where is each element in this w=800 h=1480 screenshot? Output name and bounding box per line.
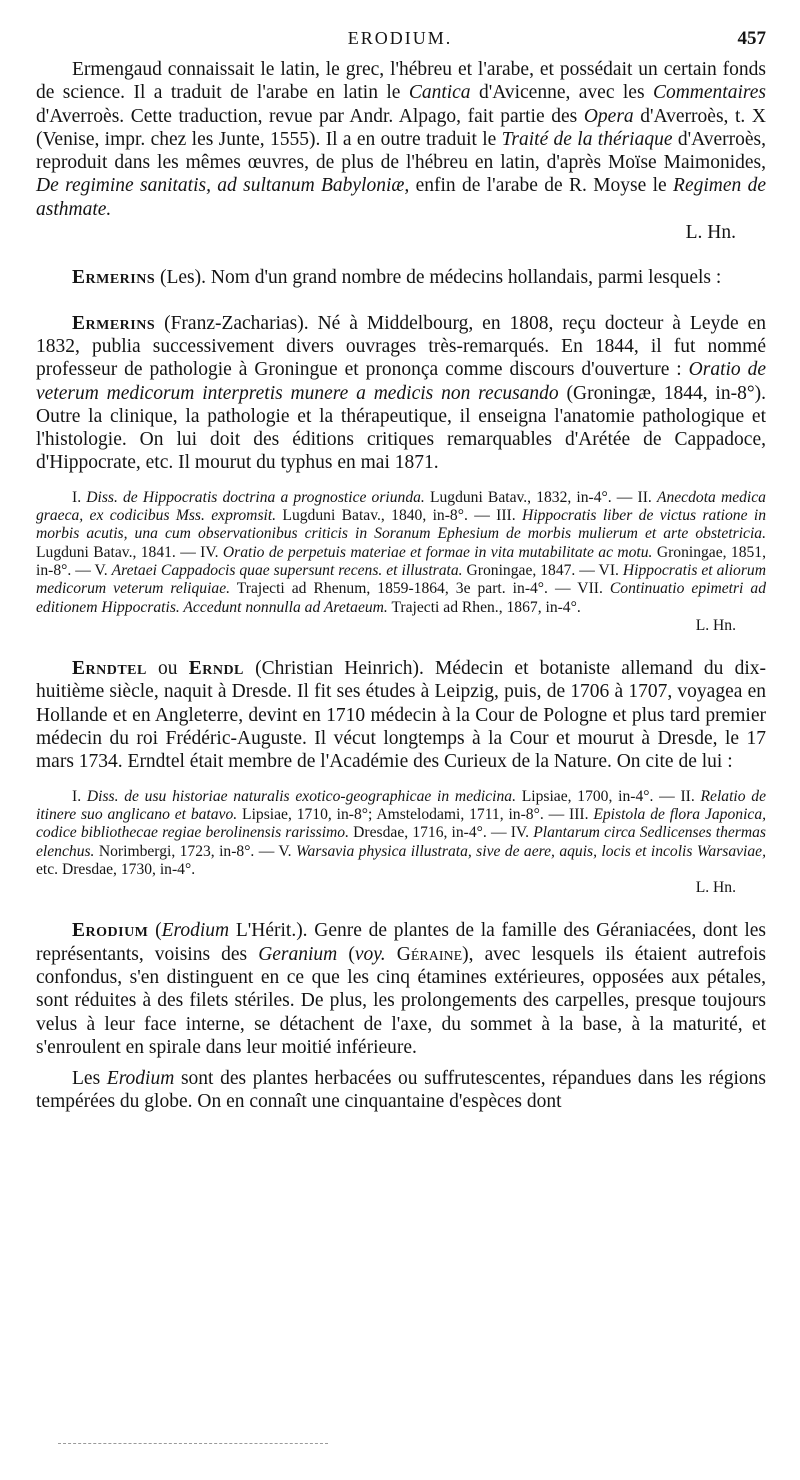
work-title: Opera [583,105,634,127]
work-title: Hippocratis et aliorum medicorum veterum reliquiae. [36,561,766,598]
page-header [0,28,800,54]
text-run: Groningae, 1851, in-8°. — V. [36,543,766,579]
work-title: Anecdota medica graeca, ex codicibus Mss. expromsit. [36,488,766,525]
text-run: sont des plantes herbacées ou suffrutescentes, répandues dans les régions tempérées du globe. On en connaît une cinquantaine d'espèces dont [36,1068,766,1113]
work-title: Aretaei Cappadocis quae supersunt recens. et illustrata. [111,561,463,579]
text-run: Dresdae, 1716, in-4°. — IV. [349,824,534,842]
work-title: Commentaires [652,82,766,104]
text-run: d'Averroès. Cette traduction, revue par Andr. Alpago, fait partie des [36,105,584,127]
work-title: De regimine sanitatis, ad sultanum Babyloniæ, [36,175,410,197]
entry-headword: Ermerins [72,312,156,334]
text-run: Trajecti ad Rhen., 1867, in-4°. [387,598,581,616]
entry-headword: Erodium [72,920,149,942]
author-signature: L. Hn. [685,222,736,244]
work-title: Plantarum circa Sedlicenses thermas elenchus. [36,824,767,860]
entry-ermerins-les [36,266,766,289]
work-title: Diss. de usu historiae naturalis exotico-geographicae in medicina. [86,787,516,805]
text-run: Groningae, 1847. — VI. [462,561,623,579]
text-run: Lipsiae, 1700, in-4°. — II. [516,787,701,805]
text-run: Les [72,1068,107,1090]
text-run: Lugduni Batav., 1841. — IV. [36,543,223,561]
entry-headword: Erndl [188,658,244,680]
text-run: (Les). Nom d'un grand nombre de médecins hollandais, parmi lesquels : [155,267,722,289]
work-title: Continuatio epimetri ad editionem Hippocratis. Accedunt nonnulla ad Aretaeum. [36,580,767,616]
text-run: d'Averroès, t. X (Venise, impr. chez les Junte, 1555). Il a en outre traduit le [36,105,766,150]
cross-reference: voy. [354,943,386,965]
text-run: Lipsiae, 1710, in-8°; Amstelodami, 1711, in-8°. — III. [237,805,594,823]
text-run: Lugduni Batav., 1840, in-8°. — III. [276,507,522,525]
work-title: Regimen de asthmate. [36,175,766,220]
text-run: enfin de l'arabe de R. Moyse le [409,175,674,197]
text-run: ( [337,943,355,965]
ermengaud-paragraph [36,58,766,221]
text-run [386,944,397,965]
work-title: Warsavia physica illustrata, sive de aere, aquis, locis et incolis Warsaviae, [295,842,766,860]
bibliography-erndtel [36,788,766,879]
entry-ermerins-franz [36,312,766,475]
text-run: ), avec lesquels ils étaient autrefois confondus, s'en distinguent en ce que les cinq étamines extérieures, opposées aux pétales, sont réduites à des filets stériles. De plus, les prolongements des carpelles, presque toujours velus à leur face interne, se détachent de l'axe, du sommet à la base, à la maturité, et s'enroulent en spirale dans leur moitié inférieure. [36,943,766,1058]
text-run: Norimbergi, 1723, in-8°. — V. [94,842,296,860]
work-title: Diss. de Hippocratis doctrina a prognostice oriunda. [86,488,425,506]
text-run: etc. Dresdae, 1730, in-4°. [36,860,196,878]
entry-erodium [36,919,766,1059]
taxon-name: Erodium [106,1068,175,1090]
entry-headword: Erndtel [72,658,147,680]
text-run: ( [148,920,162,942]
text-run: d'Avicenne, avec les [470,82,653,104]
work-title: Relatio de itinere suo anglicano et batavo. [36,787,767,823]
entry-headword: Ermerins [72,267,156,289]
work-title: Traité de la thériaque [501,128,673,150]
text-run: I. [72,488,87,506]
entry-erndtel [36,657,766,773]
author-signature: L. Hn. [695,879,736,897]
text-run: (Franz-Zacharias). Né à Middelbourg, en 1808, reçu docteur à Leyde en 1832, publia successivement divers ouvrages très-remarqués. En 1844, il fut nommé professeur de pathologie à Groningue et prononça comme discours d'ouverture : [36,312,766,381]
page-body [36,58,766,1114]
taxon-name: Erodium [161,920,230,942]
work-title: Oratio de veterum medicorum interpretis munere a medicis non recusando [36,359,766,404]
text-run: Lugduni Batav., 1832, in-4°. — II. [424,488,657,506]
text-run: I. [72,787,87,805]
running-title: ERODIUM. [347,28,453,48]
text-run: d'Averroès, reproduit dans les mêmes œuvres, de plus de l'hébreu en latin, d'après Moïse Maimonides, [36,128,766,174]
work-title: Oratio de perpetuis materiae et formae in vita mutabilitate ac motu. [222,543,653,561]
text-run: Trajecti ad Rhenum, 1859-1864, 3e part. in-4°. — VII. [230,580,610,598]
work-title: Cantica [408,82,471,104]
author-signature: L. Hn. [695,616,736,634]
erodium-paragraph-2 [36,1067,766,1114]
work-title: Hippocratis liber de victus ratione in morbis acutis, una cum observationibus criticis in Soranum Ephesium de morbis mulierum et arte obstetricia. [36,507,766,543]
footer-rule [58,1443,328,1444]
page-number: 457 [737,28,766,49]
taxon-name: Geranium [258,943,338,965]
text-run: (Christian Heinrich). Médecin et botaniste allemand du dix-huitième siècle, naquit à Dresde. Il fit ses études à Leipzig, puis, de 1706 à 1707, voyagea en Hollande et en Angleterre, devint en 1710 médecin à la Cour de Pologne et plus tard premier médecin du roi Frédéric-Auguste. Il vécut longtemps à la Cour et mourut à Dresde, le 17 mars 1734. Erndtel était membre de l'Académie des Curieux de la Nature. On cite de lui : [36,658,766,773]
work-title: Epistola de flora Japonica, codice bibliothecae regiae berolinensis rarissimo. [36,805,767,842]
text-run: L'Hérit.). Genre de plantes de la famille des Géraniacées, dont les représentants, voisins des [36,920,766,965]
text-run: Ermengaud connaissait le latin, le grec, l'hébreu et l'arabe, et possédait un certain fonds de science. Il a traduit de l'arabe en latin le [36,59,766,104]
text-run: (Groningæ, 1844, in-8°). Outre la clinique, la pathologie et la thérapeutique, il enseigna l'anatomie pathologique et l'histologie. On lui doit des éditions critiques remarquables d'Arétée de Cappadoce, d'Hippocrate, etc. Il mourut du typhus en mai 1871. [36,382,766,474]
bibliography-ermerins [36,489,766,617]
cross-reference-target: Géraine [396,943,463,965]
text-run: ou [146,658,189,680]
